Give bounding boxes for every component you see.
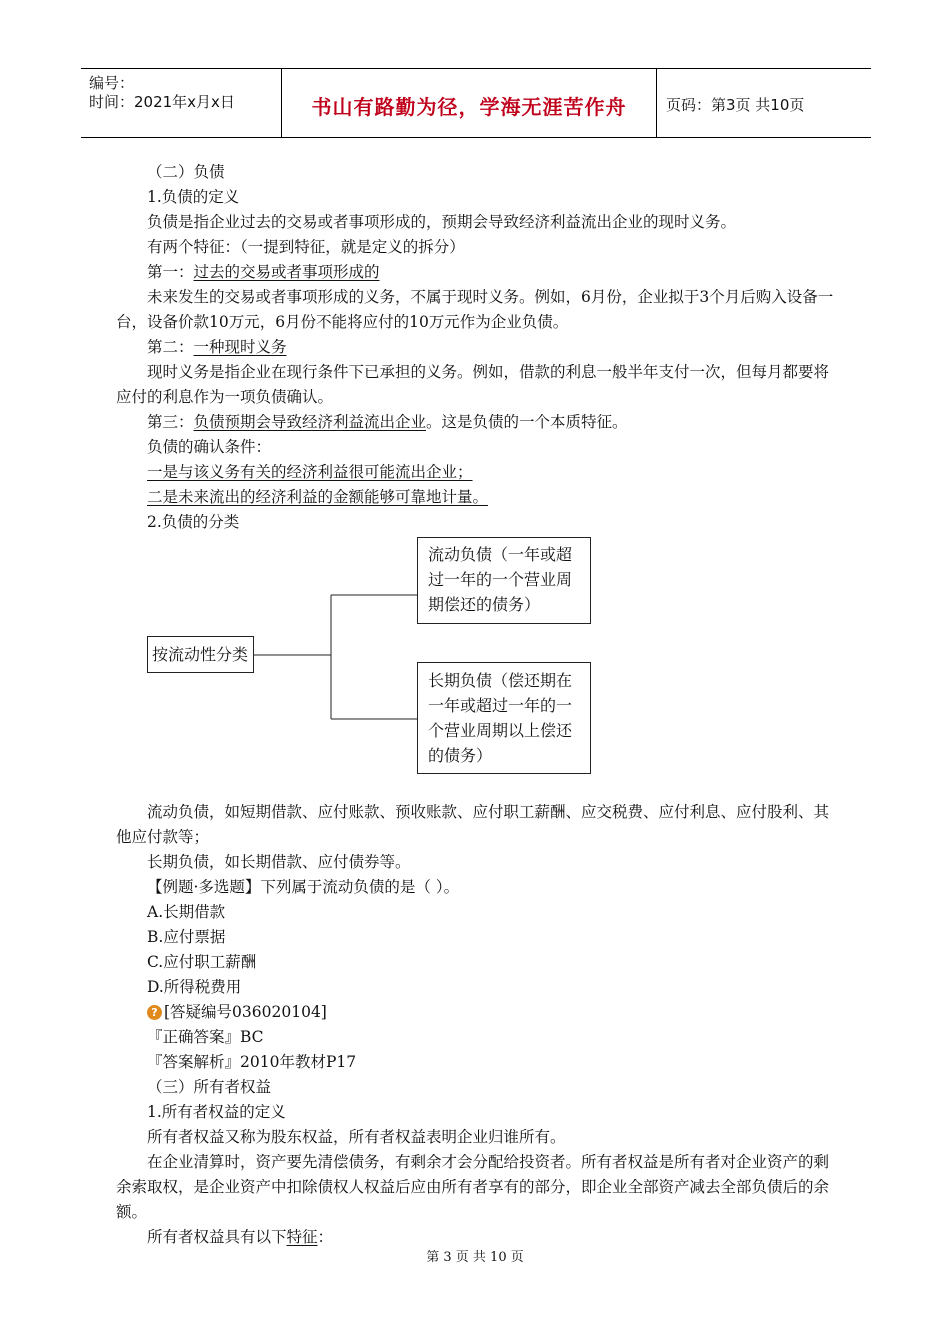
- header-middle-cell: [281, 69, 657, 137]
- section-title: （三）所有者权益: [147, 1078, 272, 1096]
- paragraph: 负债是指企业过去的交易或者事项形成的，预期会导致经济利益流出企业的现时义务。: [147, 213, 737, 231]
- underlined-text: 特征: [286, 1228, 318, 1246]
- feature-prefix: 第一：: [147, 263, 194, 281]
- option-c: C.应付职工薪酬: [147, 953, 257, 971]
- condition-one: [116, 460, 836, 485]
- diagram-root-box: 按流动性分类: [147, 636, 254, 673]
- diagram-current-box: 流动负债（一年或超过一年的一个营业周期偿还的债务）: [417, 537, 591, 624]
- section-title: （二）负债: [147, 163, 225, 181]
- subsection-title: 1.所有者权益的定义: [147, 1103, 286, 1121]
- qa-number: [答疑编号036020104]: [164, 1003, 327, 1021]
- option-d: D.所得税费用: [147, 978, 242, 996]
- feature-prefix: 第二：: [147, 338, 194, 356]
- header-left-cell: [81, 69, 281, 137]
- text: 所有者权益具有以下: [147, 1228, 287, 1246]
- example-question: 【例题·多选题】下列属于流动负债的是（ ）。: [147, 878, 460, 896]
- feature-three: [116, 410, 836, 435]
- feature-prefix: 第三：: [147, 413, 194, 431]
- paragraph: 长期负债，如长期借款、应付债券等。: [147, 853, 411, 871]
- paragraph: 流动负债，如短期借款、应付账款、预收账款、应付职工薪酬、应交税费、应付利息、应付股利、其他应付款等；: [116, 803, 830, 846]
- feature-text: 负债预期会导致经济利益流出企业: [193, 413, 427, 431]
- document-body: [116, 160, 836, 1250]
- correct-answer: 『正确答案』BC: [147, 1028, 264, 1046]
- number-label: 编号：: [89, 74, 135, 92]
- question-mark-icon[interactable]: ?: [147, 1005, 162, 1020]
- motto: 书山有路勤为径，学海无涯苦作舟: [311, 95, 627, 119]
- option-a: A.长期借款: [147, 903, 226, 921]
- feature-suffix: 。这是负债的一个本质特征。: [426, 413, 628, 431]
- feature-one: [116, 260, 836, 285]
- paragraph: 在企业清算时，资产要先清偿债务，有剩余才会分配给投资者。所有者权益是所有者对企业资产的剩余索取权，是企业资产中扣除债权人权益后应由所有者享有的部分，即企业全部资产减去全部负债后的余额。: [116, 1153, 830, 1221]
- feature-text: 一种现时义务: [193, 338, 287, 356]
- page-header: [81, 68, 871, 138]
- diagram-long-term-box: 长期负债（偿还期在一年或超过一年的一个营业周期以上偿还的债务）: [417, 662, 591, 774]
- condition-two: [116, 485, 836, 510]
- condition-text: 二是未来流出的经济利益的金额能够可靠地计量。: [147, 488, 489, 506]
- paragraph: 有两个特征：（一提到特征，就是定义的拆分）: [147, 238, 465, 256]
- page-footer: 第 3 页 共 10 页: [426, 1250, 524, 1265]
- subsection-title: 2.负债的分类: [147, 513, 240, 531]
- qa-number-line: [116, 1000, 836, 1025]
- text: ：: [317, 1228, 334, 1246]
- paragraph: 所有者权益又称为股东权益，所有者权益表明企业归谁所有。: [147, 1128, 566, 1146]
- paragraph: 负债的确认条件：: [147, 438, 272, 456]
- paragraph: 未来发生的交易或者事项形成的义务，不属于现时义务。例如，6月份，企业拟于3个月后购入设备一台，设备价款10万元，6月份不能将应付的10万元作为企业负债。: [116, 288, 834, 331]
- feature-text: 过去的交易或者事项形成的: [193, 263, 380, 281]
- answer-analysis: 『答案解析』2010年教材P17: [147, 1053, 357, 1071]
- classification-diagram: [116, 535, 836, 797]
- condition-text: 一是与该义务有关的经济利益很可能流出企业；: [147, 463, 473, 481]
- option-b: B.应付票据: [147, 928, 226, 946]
- paragraph: 现时义务是指企业在现行条件下已承担的义务。例如，借款的利息一般半年支付一次，但每月都要将应付的利息作为一项负债确认。: [116, 363, 830, 406]
- subsection-title: 1.负债的定义: [147, 188, 240, 206]
- time-label: 时间：2021年x月x日: [89, 93, 235, 111]
- feature-two: [116, 335, 836, 360]
- header-right-cell: [656, 69, 871, 137]
- page-info: 页码：第3页 共10页: [666, 96, 805, 114]
